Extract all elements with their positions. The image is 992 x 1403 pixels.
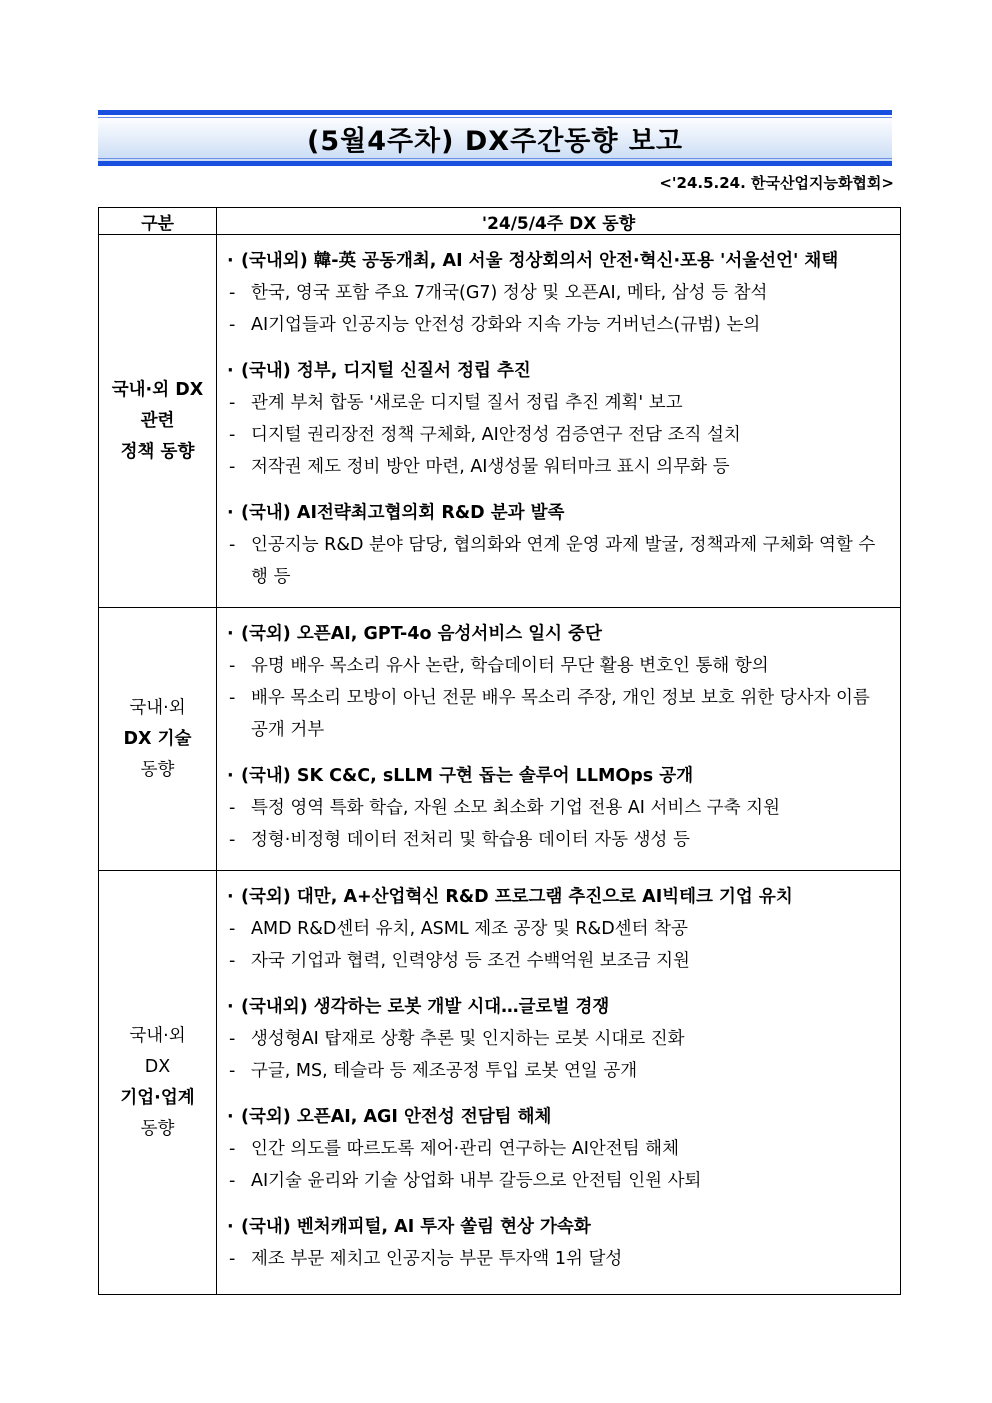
bullet-item [227,419,892,451]
bullet-text: 관계 부처 합동 '새로운 디지털 질서 정립 추진 계획' 보고 [251,393,683,413]
trend-content-cell [217,608,901,871]
topic-headline-row [227,991,892,1023]
trend-table [98,207,901,1295]
trend-topic [227,618,892,746]
bullet-text: 생성형AI 탑재로 상황 추론 및 인지하는 로봇 시대로 진화 [251,1029,685,1049]
category-label: 관련 [140,410,175,431]
topic-headline-row [227,355,892,387]
bullet-item [227,451,892,483]
document-title: (5월4주차) DX주간동향 보고 [306,125,684,157]
bullet-item [227,1243,892,1275]
category-cell [99,235,217,608]
title-banner [98,110,892,166]
headline-marker: · [227,361,234,381]
bullet-text: 제조 부문 제치고 인공지능 부문 투자액 1위 달성 [251,1249,623,1269]
bullet-marker: - [229,535,236,555]
topic-headline-row [227,1101,892,1133]
bullet-item [227,387,892,419]
trend-topic [227,355,892,483]
bullet-item [227,1133,892,1165]
topic-headline: (국내외) 韓-英 공동개최, AI 서울 정상회의서 안전·혁신·포용 '서울선언' 채택 [241,251,839,271]
bullet-item [227,945,892,977]
bullet-item [227,309,892,341]
category-label: DX [144,1056,171,1077]
bullet-marker: - [229,1029,236,1049]
bullet-marker: - [229,919,236,939]
trend-topic [227,497,892,593]
bullet-text: AMD R&D센터 유치, ASML 제조 공장 및 R&D센터 착공 [251,919,688,939]
headline-marker: · [227,1217,234,1237]
bullet-marker: - [229,283,236,303]
category-label: 동향 [140,759,175,780]
topic-headline: (국내외) 생각하는 로봇 개발 시대…글로벌 경쟁 [241,997,610,1017]
headline-marker: · [227,766,234,786]
bullet-text: 특정 영역 특화 학습, 자원 소모 최소화 기업 전용 AI 서비스 구축 지원 [251,798,780,818]
topic-headline: (국내) AI전략최고협의회 R&D 분과 발족 [241,503,565,523]
bullet-marker: - [229,1249,236,1269]
topic-headline-row [227,497,892,529]
trend-content-cell [217,871,901,1295]
topic-headline-row [227,618,892,650]
bullet-text: 디지털 권리장전 정책 구체화, AI안정성 검증연구 전담 조직 설치 [251,425,741,445]
table-row [99,608,901,871]
bullet-text: 구글, MS, 테슬라 등 제조공정 투입 로봇 연일 공개 [251,1061,638,1081]
topic-headline: (국내) 정부, 디지털 신질서 정립 추진 [241,361,531,381]
headline-marker: · [227,887,234,907]
bullet-marker: - [229,1139,236,1159]
trend-topic [227,1101,892,1197]
category-label: 국내·외 [129,1025,186,1046]
header-trend: '24/5/4주 DX 동향 [217,208,901,235]
bullet-text: 자국 기업과 협력, 인력양성 등 조건 수백억원 보조금 지원 [251,951,690,971]
table-header-row [99,208,901,235]
category-label: 정책 동향 [120,441,195,462]
bullet-marker: - [229,688,236,708]
category-cell [99,608,217,871]
bullet-item [227,1023,892,1055]
topic-headline-row [227,760,892,792]
bullet-item [227,913,892,945]
bullet-text: 저작권 제도 정비 방안 마련, AI생성물 워터마크 표시 의무화 등 [251,457,730,477]
source-attribution: <'24.5.24. 한국산업지능화협회> [659,174,894,192]
topic-headline: (국내) SK C&C, sLLM 구현 돕는 솔루어 LLMOps 공개 [241,766,694,786]
category-label: 기업·업계 [120,1087,195,1108]
headline-marker: · [227,251,234,271]
bullet-marker: - [229,315,236,335]
table-row [99,871,901,1295]
category-label: 동향 [140,1118,175,1139]
bullet-marker: - [229,656,236,676]
bullet-item [227,824,892,856]
bullet-text: AI기술 윤리와 기술 상업화 내부 갈등으로 안전팀 인원 사퇴 [251,1171,702,1191]
bullet-item [227,529,892,593]
bullet-item [227,1165,892,1197]
bullet-item [227,792,892,824]
bullet-text: 인공지능 R&D 분야 담당, 협의화와 연계 운영 과제 발굴, 정책과제 구체화 역할 수행 등 [251,535,876,587]
header-category: 구분 [99,208,217,235]
bullet-item [227,1055,892,1087]
trend-topic [227,245,892,341]
bullet-text: 한국, 영국 포함 주요 7개국(G7) 정상 및 오픈AI, 메타, 삼성 등 참석 [251,283,768,303]
bullet-marker: - [229,1061,236,1081]
bullet-marker: - [229,393,236,413]
trend-content-cell [217,235,901,608]
bullet-item [227,277,892,309]
bullet-marker: - [229,830,236,850]
bullet-marker: - [229,425,236,445]
headline-marker: · [227,503,234,523]
category-label: DX 기술 [123,728,192,749]
headline-marker: · [227,997,234,1017]
category-cell [99,871,217,1295]
trend-topic [227,760,892,856]
topic-headline-row [227,881,892,913]
trend-topic [227,1211,892,1275]
topic-headline: (국내) 벤처캐피털, AI 투자 쏠림 현상 가속화 [241,1217,591,1237]
topic-headline-row [227,1211,892,1243]
bullet-text: 인간 의도를 따르도록 제어·관리 연구하는 AI안전팀 해체 [251,1139,679,1159]
bullet-text: AI기업들과 인공지능 안전성 강화와 지속 가능 거버넌스(규범) 논의 [251,315,761,335]
category-label: 국내·외 DX [111,379,204,400]
category-label: 국내·외 [129,697,186,718]
trend-topic [227,881,892,977]
bullet-marker: - [229,798,236,818]
bullet-marker: - [229,951,236,971]
bullet-marker: - [229,457,236,477]
bullet-text: 유명 배우 목소리 유사 논란, 학습데이터 무단 활용 변호인 통해 항의 [251,656,769,676]
bullet-marker: - [229,1171,236,1191]
trend-topic [227,991,892,1087]
topic-headline: (국외) 오픈AI, GPT-4o 음성서비스 일시 중단 [241,624,602,644]
topic-headline: (국외) 대만, A+산업혁신 R&D 프로그램 추진으로 AI빅테크 기업 유치 [241,887,793,907]
bullet-item [227,650,892,682]
headline-marker: · [227,1107,234,1127]
topic-headline-row [227,245,892,277]
bullet-text: 배우 목소리 모방이 아닌 전문 배우 목소리 주장, 개인 정보 보호 위한 당사자 이름 공개 거부 [251,688,870,740]
bullet-item [227,682,892,746]
table-row [99,235,901,608]
topic-headline: (국외) 오픈AI, AGI 안전성 전담팀 해체 [241,1107,552,1127]
headline-marker: · [227,624,234,644]
bullet-text: 정형·비정형 데이터 전처리 및 학습용 데이터 자동 생성 등 [251,830,690,850]
